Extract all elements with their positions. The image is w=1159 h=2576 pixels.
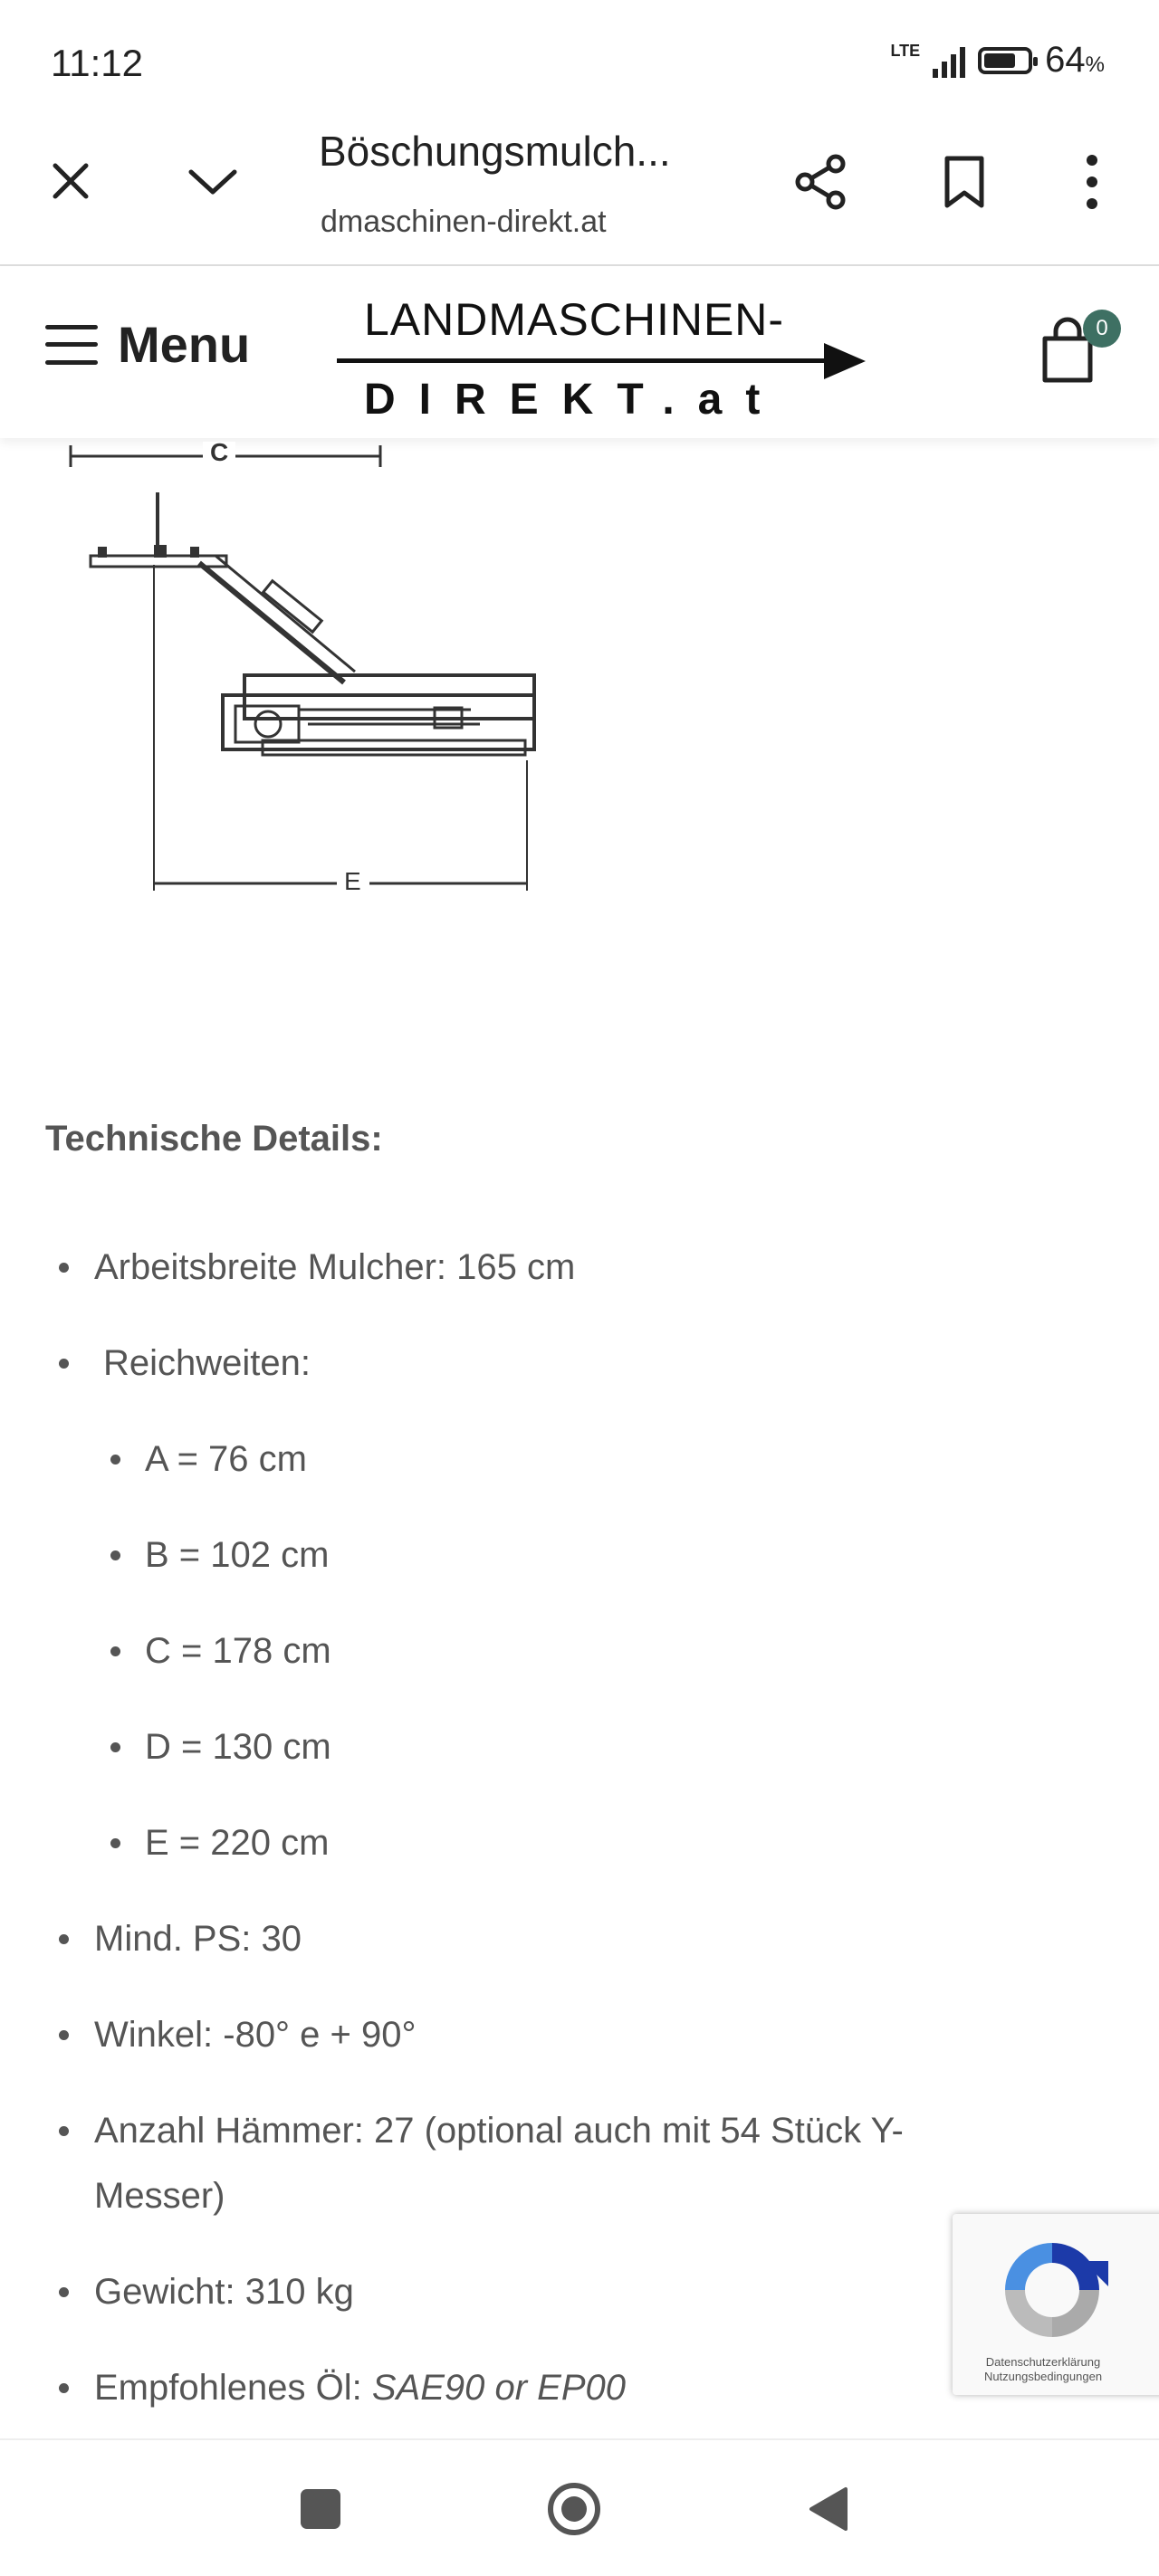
spec-reichweiten: Reichweiten: bbox=[103, 1343, 311, 1383]
section-heading: Technische Details: bbox=[45, 1119, 383, 1159]
dimension-label-e: E bbox=[344, 867, 361, 895]
bullet-icon bbox=[110, 1742, 120, 1752]
recaptcha-privacy-link[interactable]: Datenschutzerklärung bbox=[985, 2355, 1101, 2369]
recaptcha-terms-link[interactable]: Nutzungsbedingungen bbox=[983, 2370, 1103, 2383]
page-title: Böschungsmulch... bbox=[319, 128, 671, 175]
spec-reichweite-c: C = 178 cm bbox=[145, 1631, 331, 1671]
bullet-icon bbox=[59, 1359, 69, 1369]
bullet-icon bbox=[59, 2287, 69, 2297]
recaptcha-badge[interactable] bbox=[953, 2214, 1159, 2395]
spec-reichweite-e: E = 220 cm bbox=[145, 1823, 330, 1863]
bullet-icon bbox=[59, 2126, 69, 2136]
bullet-icon bbox=[59, 2383, 69, 2393]
bullet-icon bbox=[59, 2030, 69, 2040]
spec-reichweite-a: A = 76 cm bbox=[145, 1439, 307, 1479]
recents-square-icon[interactable] bbox=[301, 2489, 340, 2529]
menu-label: Menu bbox=[118, 316, 251, 373]
logo-arrow-icon bbox=[824, 343, 866, 379]
bullet-icon bbox=[110, 1646, 120, 1656]
bullet-icon bbox=[110, 1838, 120, 1848]
spec-gewicht: Gewicht: 310 kg bbox=[94, 2272, 354, 2312]
recaptcha-icon bbox=[996, 2234, 1108, 2346]
battery-icon bbox=[978, 47, 1032, 74]
recaptcha-links[interactable] bbox=[953, 2355, 1134, 2384]
status-indicators bbox=[890, 40, 1105, 81]
share-icon[interactable] bbox=[790, 150, 853, 214]
more-vert-icon[interactable] bbox=[1065, 150, 1119, 214]
network-type: LTE bbox=[890, 42, 921, 60]
bullet-icon bbox=[110, 1550, 120, 1560]
hamburger-icon bbox=[45, 325, 98, 365]
spec-reichweite-b: B = 102 cm bbox=[145, 1535, 330, 1575]
status-time: 11:12 bbox=[51, 42, 143, 84]
battery-level: 64% bbox=[1045, 40, 1105, 80]
back-triangle-icon[interactable] bbox=[806, 2485, 849, 2533]
spec-oel-value: SAE90 or EP00 bbox=[371, 2368, 627, 2408]
system-navigation-bar bbox=[0, 2438, 1159, 2576]
signal-icon bbox=[933, 43, 965, 78]
spec-haemmer-line1: Anzahl Hämmer: 27 (optional auch mit 54 Stück Y- bbox=[94, 2111, 904, 2151]
status-bar bbox=[0, 0, 1159, 118]
logo-line bbox=[337, 358, 826, 363]
chevron-down-icon[interactable] bbox=[181, 154, 244, 208]
spec-haemmer-line2: Messer) bbox=[94, 2176, 225, 2216]
logo-text-top: LANDMASCHINEN- bbox=[364, 294, 785, 345]
spec-ps: Mind. PS: 30 bbox=[94, 1919, 302, 1959]
mulcher-dimension-drawing bbox=[54, 438, 561, 909]
close-icon[interactable] bbox=[43, 154, 98, 208]
site-header bbox=[0, 266, 1159, 438]
spec-oel bbox=[94, 2355, 626, 2420]
cart-count-badge: 0 bbox=[1083, 310, 1121, 348]
spec-winkel: Winkel: -80° e + 90° bbox=[94, 2015, 417, 2055]
bullet-icon bbox=[59, 1263, 69, 1273]
bookmark-icon[interactable] bbox=[933, 150, 996, 214]
page-url[interactable]: dmaschinen-direkt.at bbox=[321, 205, 607, 239]
site-logo[interactable] bbox=[337, 293, 871, 424]
logo-text-bottom: DIREKT.at bbox=[364, 376, 784, 424]
bullet-icon bbox=[110, 1455, 120, 1465]
home-circle-icon[interactable] bbox=[545, 2480, 603, 2538]
spec-haemmer bbox=[94, 2098, 904, 2228]
spec-oel-label: Empfohlenes Öl: bbox=[94, 2368, 372, 2408]
menu-button[interactable] bbox=[45, 315, 250, 374]
bullet-icon bbox=[59, 1934, 69, 1944]
dimension-label-c: C bbox=[210, 438, 229, 466]
spec-reichweite-d: D = 130 cm bbox=[145, 1727, 331, 1767]
spec-arbeitsbreite: Arbeitsbreite Mulcher: 165 cm bbox=[94, 1247, 576, 1287]
